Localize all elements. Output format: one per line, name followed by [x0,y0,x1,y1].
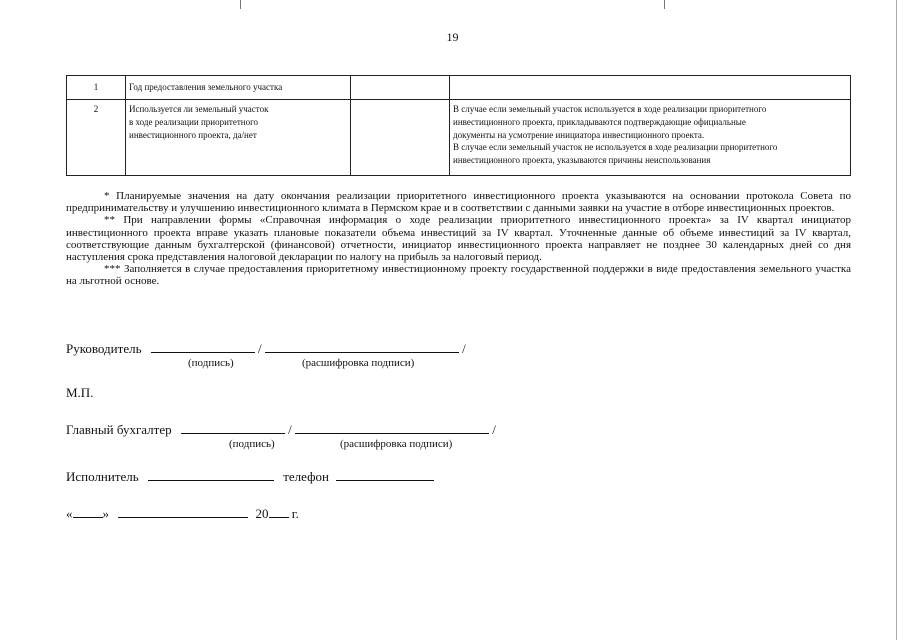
director-label: Руководитель [66,341,142,356]
row-name: Год предоставления земельного участка [126,76,351,100]
footnote-3: *** Заполняется в случае предоставления приоритетному инвестиционному проекту государственной поддержки в виде предоставления земельного участка на льготной основе. [66,263,851,288]
executor-field[interactable] [148,468,274,481]
director-transcript-field[interactable] [265,340,459,353]
row-comment: В случае если земельный участок используется в ходе реализации приоритетного инвестиционного проекта, прикладываются подтверждающие официальные документы на усмотрение инициатора инвестиционного проекта. В случае если земельный участок не используется в ходе реализации приоритетного инвестиционного проекта, указываются причины неиспользования [450,100,851,176]
row-name: Используется ли земельный участок в ходе реализации приоритетного инвестиционного проекта, да/нет [126,100,351,176]
top-rule-right [664,0,665,9]
director-transcript-caption: (расшифровка подписи) [302,357,415,369]
row-value-cell[interactable] [351,76,450,100]
date-line [66,505,299,522]
footnotes [66,190,851,288]
date-close-quote: » [102,506,109,521]
footnote-1: * Планируемые значения на дату окончания реализации приоритетного инвестиционного проекта указываются на основании протокола Совета по предпринимательству и улучшению инвестиционного климата в Пермском крае и в соответствии с данными заявки на участие в отборе инвестиционных проектов. [66,190,851,215]
chief-accountant-signature-caption: (подпись) [229,438,275,450]
day-field[interactable] [73,505,103,518]
chief-accountant-label: Главный бухгалтер [66,422,172,437]
date-open-quote: « [66,506,73,521]
slash: / [492,422,496,437]
director-signature-line [66,340,466,357]
slash: / [288,422,292,437]
director-signature-field[interactable] [151,340,255,353]
chief-accountant-transcript-field[interactable] [295,421,489,434]
phone-field[interactable] [336,468,434,481]
year-field[interactable] [269,505,289,518]
month-field[interactable] [118,505,248,518]
row-number: 1 [67,76,126,100]
slash: / [462,341,466,356]
executor-label: Исполнитель [66,469,139,484]
table-row [67,100,851,176]
page-number: 19 [446,30,459,44]
year-suffix: г. [291,506,299,521]
director-signature-caption: (подпись) [188,357,234,369]
year-prefix: 20 [255,506,269,521]
executor-line [66,468,434,485]
footnote-2: ** При направлении формы «Справочная информация о ходе реализации приоритетного инвестиционного проекта» за IV квартал инициатор инвестиционного проекта вправе указать плановые показатели объема инвестиций за IV квартал. Уточненные данные об объеме инвестиций за IV квартал, соответствующие данным бухгалтерской (финансовой) отчетности, инициатор инвестиционного проекта направляет не позднее 30 календарных дней со дня наступления срока представления налоговой декларации по налогу на прибыль за налоговый период. [66,214,851,264]
row-value-cell[interactable] [351,100,450,176]
slash: / [258,341,262,356]
chief-accountant-signature-line [66,421,496,438]
table-row [67,76,851,100]
right-page-edge [896,0,897,640]
top-rule-left [240,0,241,9]
row-number: 2 [67,100,126,176]
chief-accountant-transcript-caption: (расшифровка подписи) [340,438,453,450]
phone-label: телефон [283,469,329,484]
land-plot-table [66,75,851,176]
stamp-label: М.П. [66,385,94,400]
row-comment [450,76,851,100]
chief-accountant-signature-field[interactable] [181,421,285,434]
